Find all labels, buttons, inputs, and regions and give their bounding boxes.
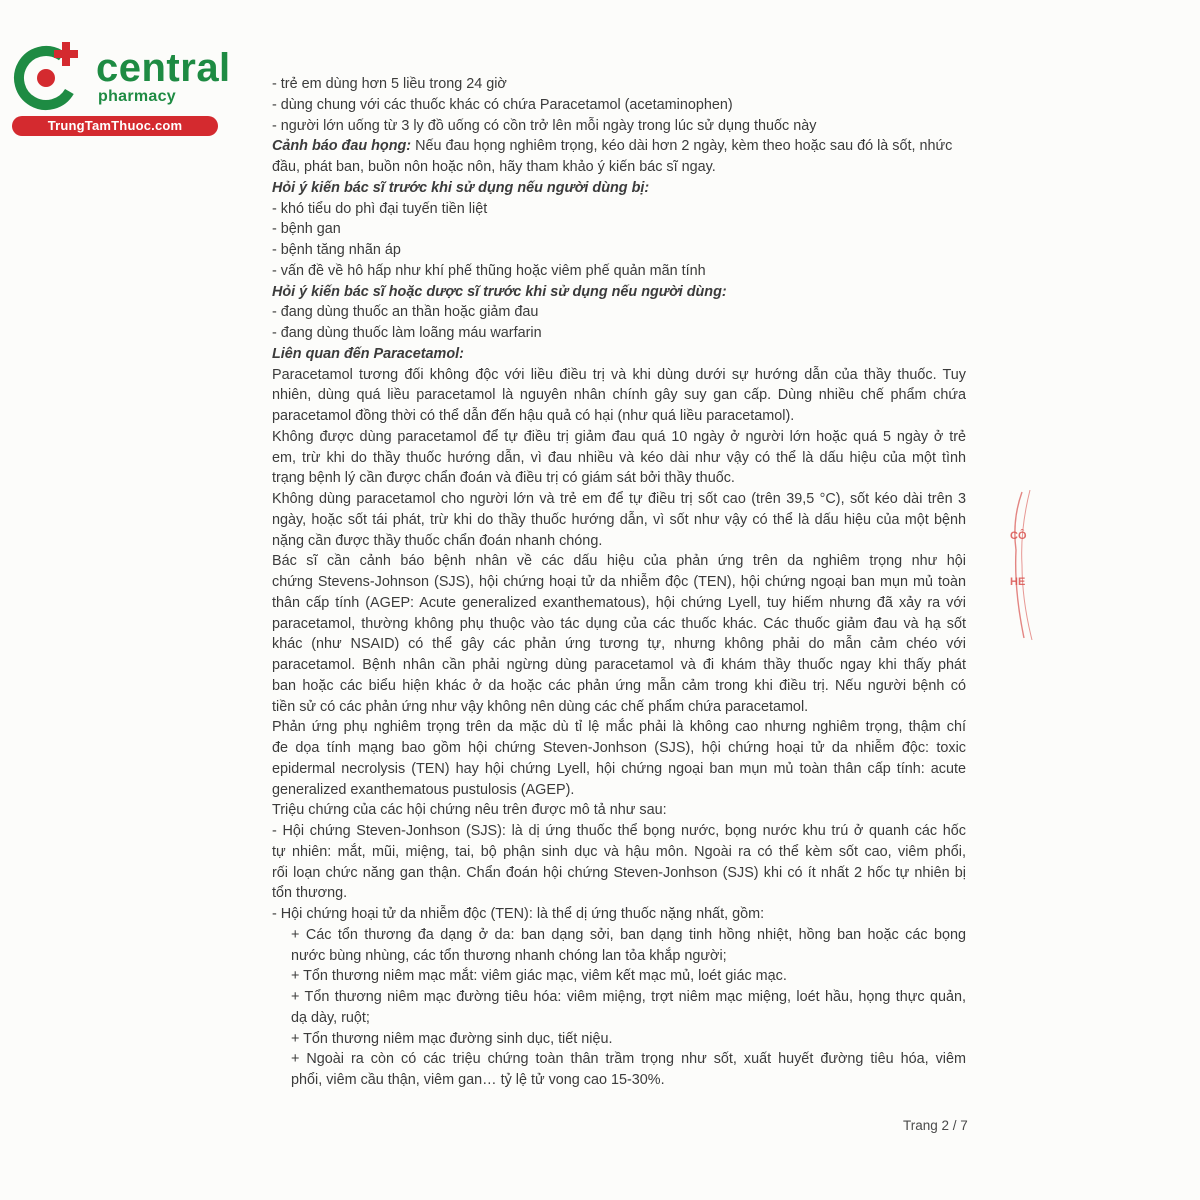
paragraph-line: em, trừ khi do thầy thuốc hướng dẫn, vì đau nhiều và kéo dài như vậy có thể là dấu hiệu của một tình — [272, 449, 966, 466]
list-item: - bệnh gan — [272, 221, 341, 238]
sub-list-item: + Tổn thương niêm mạc đường tiêu hóa: viêm miệng, trợt niêm mạc miệng, loét hầu, họng thực quản, — [291, 989, 966, 1005]
paragraph-line: khác (như NSAID) có thể gây các phản ứng tương tự, nhưng không phải do mẫn cảm chéo với — [272, 636, 966, 653]
paragraph-line: paracetamol. Bệnh nhân cần phải ngừng dùng paracetamol và đi khám thầy thuốc ngay khi thấy phát — [272, 657, 966, 673]
paragraph-line: paracetamol đồng thời có thể dẫn đến hậu quả có hại (như quá liều paracetamol). — [272, 408, 795, 424]
stamp-ring-icon — [1004, 490, 1034, 640]
paragraph-line: ban hoặc các biểu hiện khác ở da hoặc các phản ứng mẫn cảm trong khi điều trị. Nếu người bệnh có — [272, 677, 966, 694]
paragraph-line: Không được dùng paracetamol để tự điều trị giảm đau quá 10 ngày ở người lớn hoặc quá 5 ngày ở trẻ — [272, 428, 966, 445]
sub-list-item: + Ngoài ra còn có các triệu chứng toàn thân trầm trọng như sốt, xuất huyết đường tiêu hóa, viêm — [291, 1051, 966, 1068]
sore-throat-warning-text: Nếu đau họng nghiêm trọng, kéo dài hơn 2 ngày, kèm theo hoặc sau đó là sốt, nhức — [411, 138, 953, 155]
paragraph-line: epidermal necrolysis (TEN) hay hội chứng Lyell, hội chứng ngoại ban mụn mủ toàn thân cấp tính: acute — [272, 760, 966, 777]
page-number: Trang 2 / 7 — [903, 1118, 968, 1133]
stamp-text-fragment: HE — [1010, 576, 1026, 588]
list-item: - đang dùng thuốc làm loãng máu warfarin — [272, 325, 542, 341]
paragraph-line: Bác sĩ cần cảnh báo bệnh nhân về các dấu hiệu của phản ứng trên da nghiêm trọng như hội — [272, 553, 966, 570]
sub-list-item: + Tổn thương niêm mạc đường sinh dục, tiết niệu. — [291, 1030, 613, 1047]
text-line: - người lớn uống từ 3 ly đồ uống có cồn trở lên mỗi ngày trong lúc sử dụng thuốc này — [272, 117, 817, 134]
paragraph-line: Paracetamol tương đối không độc với liều điều trị và khi dùng dưới sự hướng dẫn của thầy thuốc. Tuy — [272, 366, 966, 383]
list-item: - bệnh tăng nhãn áp — [272, 242, 401, 258]
paragraph-line: tự nhiên: mắt, mũi, miệng, tai, bộ phận sinh dục và hậu môn. Ngoài ra có thể kèm sốt cao, viêm phổi, — [272, 843, 966, 860]
paragraph-line: Triệu chứng của các hội chứng nêu trên được mô tả như sau: — [272, 802, 667, 819]
sore-throat-warning-heading: Cảnh báo đau họng: — [272, 138, 412, 155]
sub-list-item: dạ dày, ruột; — [291, 1009, 370, 1026]
sub-list-item: + Tổn thương niêm mạc mắt: viêm giác mạc, viêm kết mạc mủ, loét giác mạc. — [291, 968, 787, 985]
paragraph-line: rối loạn chức năng gan thận. Chẩn đoán hội chứng Steven-Jonhson (SJS) khi có ít nhất 2 hốc tự nhiên bị — [272, 864, 966, 881]
text-line: - trẻ em dùng hơn 5 liều trong 24 giờ — [272, 76, 507, 92]
text-line: đầu, phát ban, buồn nôn hoặc nôn, hãy tham khảo ý kiến bác sĩ ngay. — [272, 159, 716, 175]
paragraph-line: tiền sử có các phản ứng như vậy không nên dùng các chế phẩm chứa paracetamol. — [272, 698, 809, 715]
paragraph-line: - Hội chứng hoại tử da nhiễm độc (TEN): là thể dị ứng thuốc nặng nhất, gồm: — [272, 906, 765, 922]
section-heading: Liên quan đến Paracetamol: — [272, 345, 464, 362]
sub-list-item: + Các tổn thương đa dạng ở da: ban dạng sởi, ban dạng tinh hồng nhiệt, hồng ban hoặc các bọng — [291, 926, 966, 943]
document-body — [272, 74, 966, 1091]
paragraph-line: nhiên, dùng quá liều paracetamol là nguyên nhân chính gây suy gan cấp. Dùng nhiều chế phẩm chứa — [272, 387, 966, 404]
list-item: - khó tiểu do phì đại tuyến tiền liệt — [272, 200, 488, 217]
stamp-text-fragment: CÔ — [1010, 530, 1027, 542]
paragraph-line: trạng bệnh lý cần được chẩn đoán và điều trị có giám sát bởi thầy thuốc. — [272, 470, 735, 487]
text-line: - dùng chung với các thuốc khác có chứa Paracetamol (acetaminophen) — [272, 96, 733, 113]
paragraph-line: generalized exanthematous pustulosis (AGEP). — [272, 781, 575, 798]
paragraph-line: nặng cần được thầy thuốc chẩn đoán nhanh chóng. — [272, 532, 603, 549]
text-line — [272, 136, 966, 157]
section-heading: Hỏi ý kiến bác sĩ hoặc dược sĩ trước khi sử dụng nếu người dùng: — [272, 283, 727, 300]
sub-list-item: phổi, viêm cầu thận, viêm gan… tỷ lệ tử vong cao 15-30%. — [291, 1072, 665, 1088]
sub-list-item: nước bùng nhùng, các tổn thương nhanh chóng lan tỏa khắp người; — [291, 947, 727, 964]
paragraph-line: chứng Stevens-Johnson (SJS), hội chứng hoại tử da nhiễm độc (TEN), hội chứng ngoại ban mụn mủ toàn — [272, 574, 966, 590]
paragraph-line: Phản ứng phụ nghiêm trọng trên da mặc dù tỉ lệ mắc phải là không cao nhưng nghiêm trọng, thậm chí — [272, 719, 966, 736]
section-heading: Hỏi ý kiến bác sĩ trước khi sử dụng nếu người dùng bị: — [272, 179, 650, 196]
paragraph-line: paracetamol, thường không phụ thuộc vào tác dụng của các thuốc khác. Các thuốc giảm đau và hạ sốt — [272, 615, 966, 632]
paragraph-line: - Hội chứng Steven-Jonhson (SJS): là dị ứng thuốc thể bọng nước, bọng nước khu trú ở quanh các hốc — [272, 823, 966, 839]
logo-website-badge[interactable]: TrungTamThuoc.com — [12, 116, 218, 136]
paragraph-line: ngày, hoặc sốt tái phát, trừ khi do thầy thuốc hướng dẫn, vì sốt như vậy có thể là dấu hiệu của một bệnh — [272, 511, 966, 528]
list-item: - đang dùng thuốc an thần hoặc giảm đau — [272, 304, 539, 321]
logo-brand-name: central — [96, 46, 231, 90]
central-pharmacy-logo[interactable] — [10, 36, 231, 136]
paragraph-line: thân cấp tính (AGEP: Acute generalized exanthematous), hội chứng Lyell, tuy hiếm nhưng đã xảy ra với — [272, 594, 966, 611]
central-logo-icon — [12, 40, 86, 114]
paragraph-line: tổn thương. — [272, 885, 348, 902]
red-stamp-fragment — [1004, 490, 1034, 640]
list-item: - vấn đề về hô hấp như khí phế thũng hoặc viêm phế quản mãn tính — [272, 262, 706, 279]
paragraph-line: Không dùng paracetamol cho người lớn và trẻ em để tự điều trị sốt cao (trên 39,5 °C), sốt kéo dài trên 3 — [272, 491, 966, 507]
logo-brand-subtitle: pharmacy — [98, 88, 176, 105]
paragraph-line: đe dọa tính mạng bao gồm hội chứng Steven-Jonhson (SJS), hội chứng hoại tử da nhiễm độc: toxic — [272, 740, 966, 756]
